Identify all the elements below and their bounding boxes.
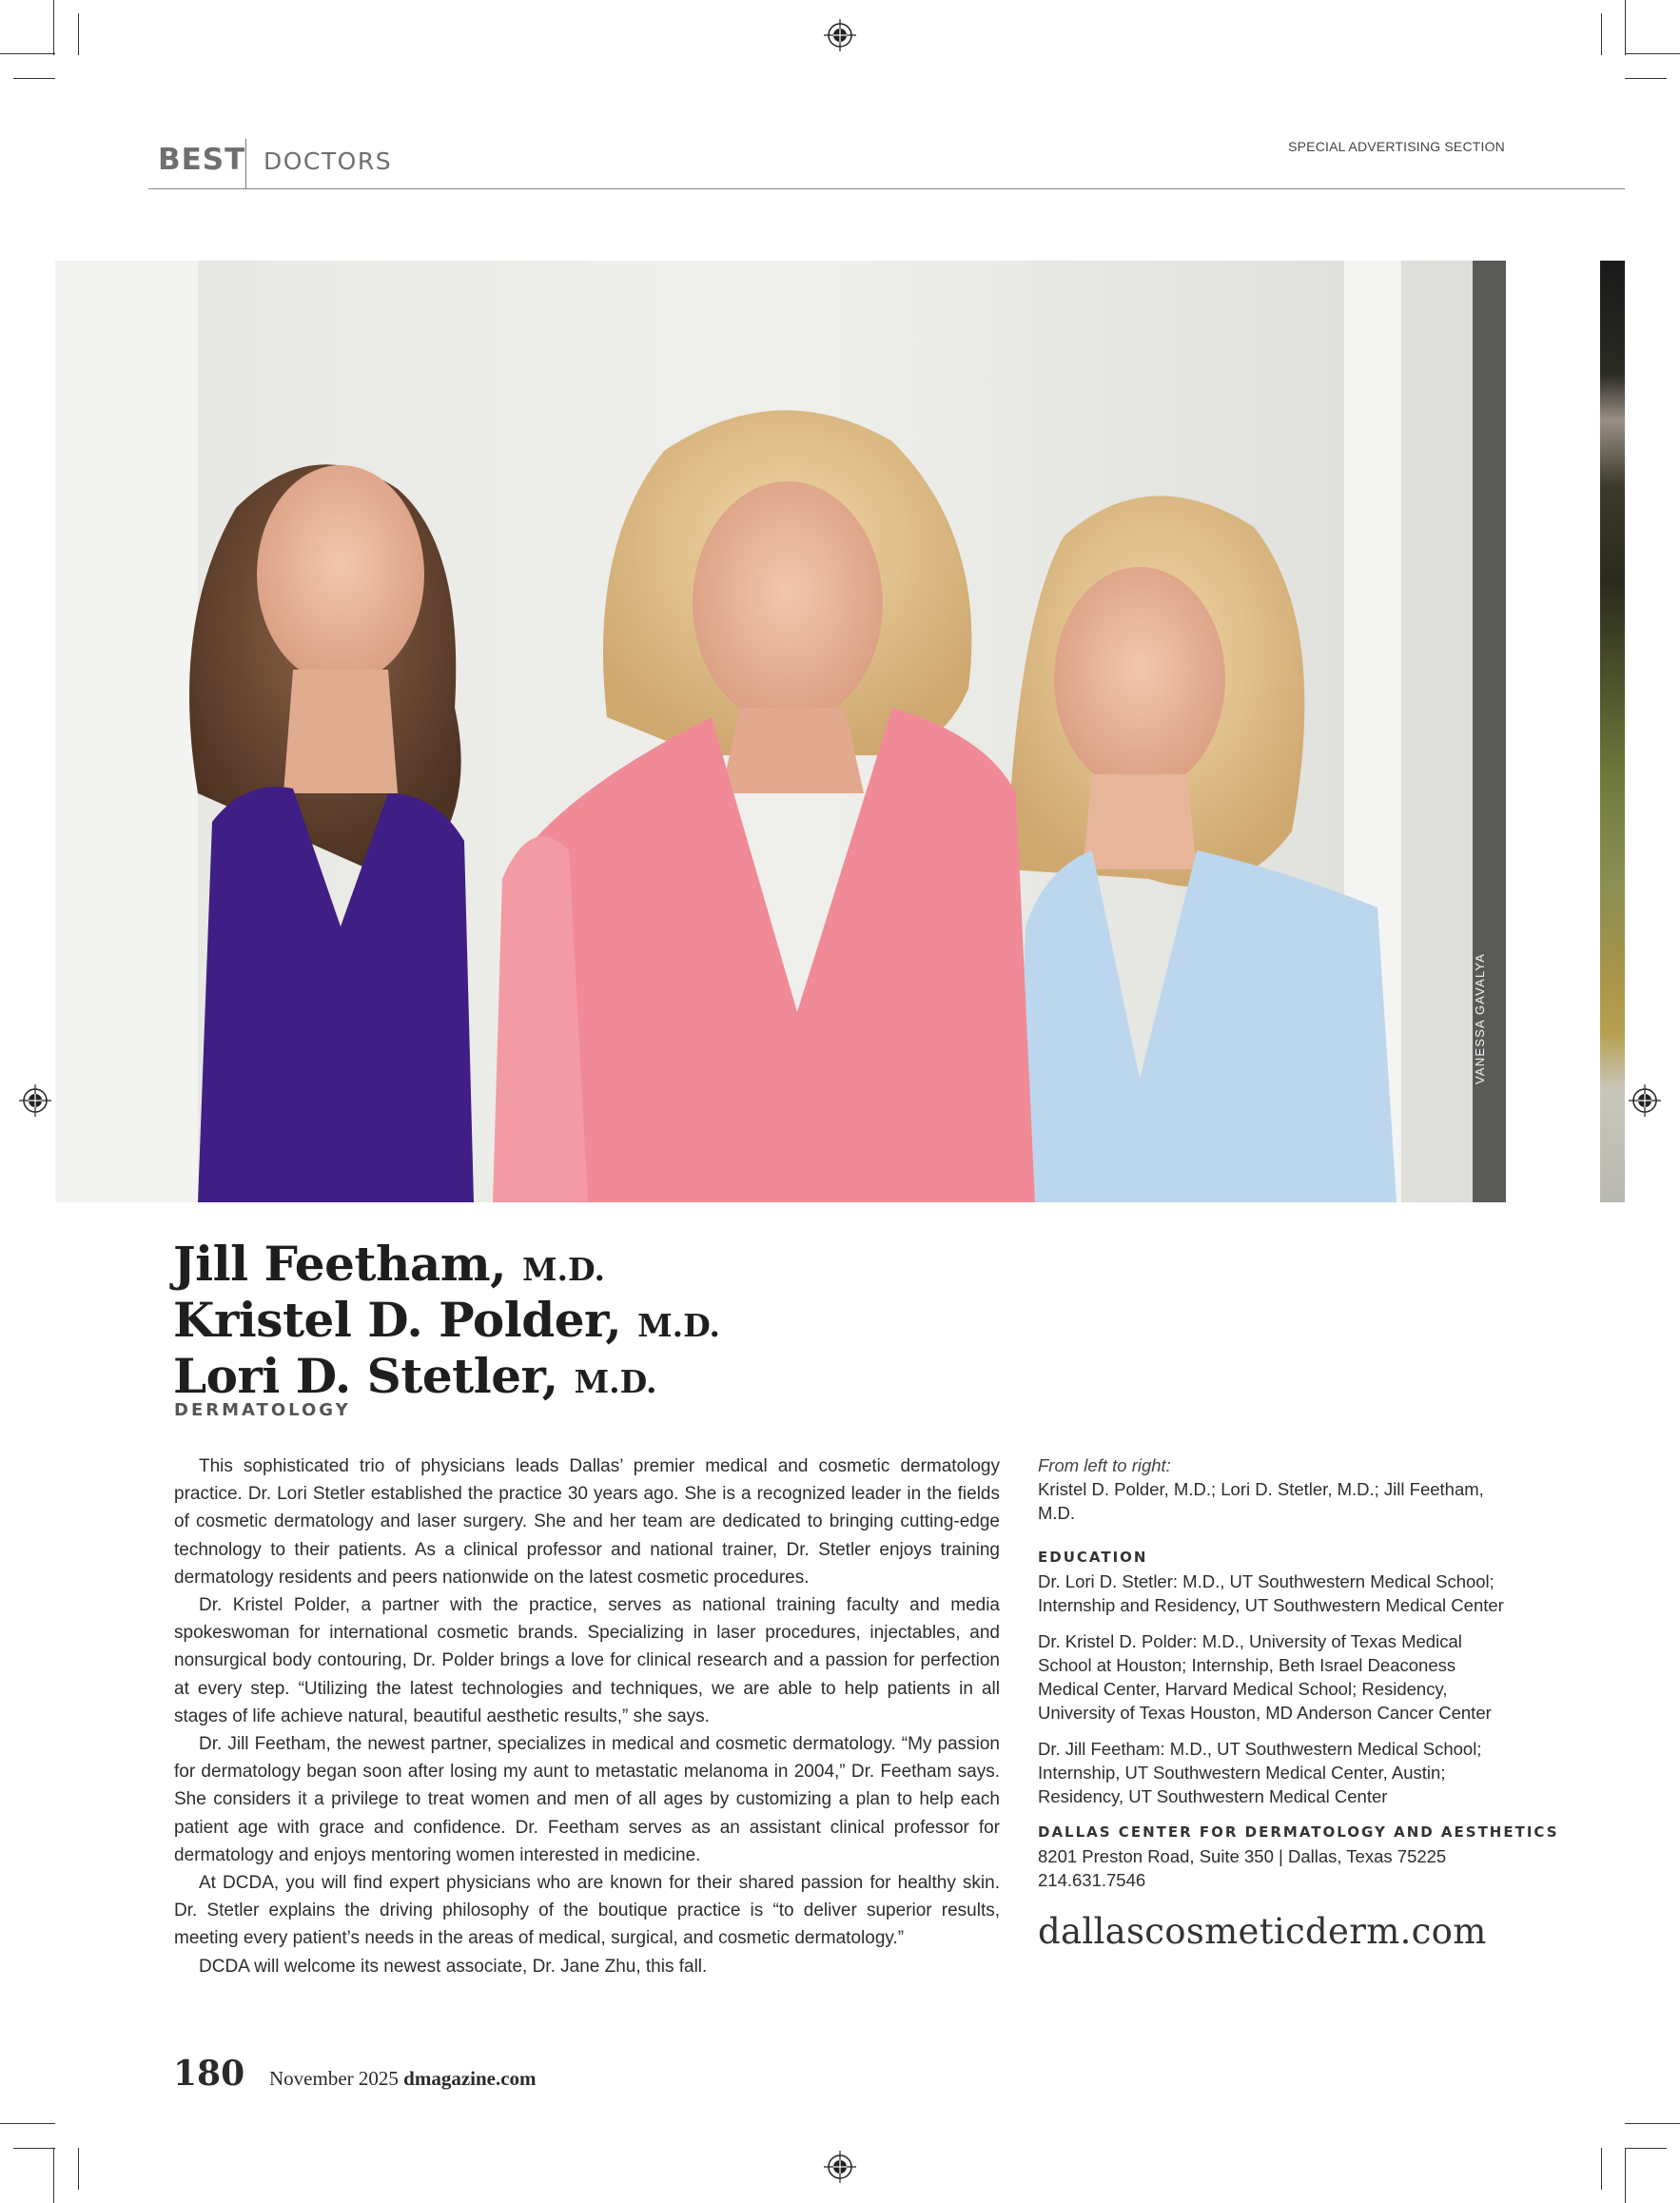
education-item: Dr. Jill Feetham: M.D., UT Southwestern Medical School; Internship, UT Southwestern Medical Center, Austin; Residency, UT Southwestern Medical Center: [1038, 1739, 1482, 1806]
page-number: 180: [173, 2054, 245, 2094]
photo-credit: VANESSA GAVALYA: [1473, 952, 1487, 1084]
crop-mark: [1625, 0, 1626, 55]
footer-issue: [269, 2067, 537, 2091]
section-label-best: BEST: [158, 143, 246, 177]
section-label-doctors: DOCTORS: [264, 147, 393, 175]
crop-mark: [1625, 78, 1667, 79]
doctor-names: [173, 1238, 720, 1407]
specialty-label: DERMATOLOGY: [174, 1400, 351, 1420]
crop-mark: [53, 2148, 54, 2203]
crop-mark: [13, 78, 55, 79]
education-heading: EDUCATION: [1038, 1549, 1148, 1566]
crop-mark: [1601, 2148, 1602, 2190]
body-paragraph: This sophisticated trio of physicians leads Dallas’ premier medical and cosmetic dermatology practice. Dr. Lori Stetler established the practice 30 years ago. She is a recognized leader in the fields of cosmetic dermatology and laser surgery. She and her team are dedicated to bringing cutting-edge technology to their patients. As a clinical professor and national trainer, Dr. Stetler enjoys training dermatology residents and peers nationwide on the latest cosmetic procedures.: [174, 1456, 1000, 1588]
practice-website-link[interactable]: dallascosmeticderm.com: [1038, 1911, 1487, 1952]
header-divider: [245, 139, 246, 188]
crop-mark: [1625, 53, 1680, 54]
registration-mark-icon: [824, 2151, 856, 2183]
doctor-name-line: Lori D. Stetler, M.D.: [173, 1348, 657, 1404]
group-photo: [55, 261, 1506, 1202]
practice-name: DALLAS CENTER FOR DERMATOLOGY AND AESTHETICS: [1038, 1823, 1559, 1841]
crop-mark: [13, 2148, 55, 2149]
body-paragraph: Dr. Jill Feetham, the newest partner, specializes in medical and cosmetic dermatology. “My passion for dermatology began soon after losing my aunt to metastatic melanoma in 2004,” Dr. Feetham says. She considers it a privilege to treat women and men of all ages by customizing a plan to help each patient age with grace and confidence. Dr. Feetham serves as an assistant clinical professor for dermatology and enjoys mentoring women interested in medicine.: [174, 1734, 1000, 1865]
body-paragraph: DCDA will welcome its newest associate, Dr. Jane Zhu, this fall.: [199, 1956, 708, 1977]
caption-lead: From left to right:: [1038, 1455, 1171, 1475]
crop-mark: [0, 2123, 55, 2124]
crop-mark: [1625, 2123, 1680, 2124]
education-item: Dr. Kristel D. Polder: M.D., University of Texas Medical School at Houston; Internship, Beth Israel Deaconess Medical Center, Harvard Medical School; Residency, University of Texas Houston, MD Anderson Cancer Center: [1038, 1631, 1492, 1723]
article-body: [174, 1452, 1000, 1980]
doctor-name-line: Kristel D. Polder, M.D.: [173, 1292, 721, 1348]
registration-mark-icon: [824, 19, 856, 51]
crop-mark: [1625, 2148, 1626, 2203]
practice-address: 8201 Preston Road, Suite 350 | Dallas, Texas 75225: [1038, 1846, 1447, 1866]
crop-mark: [1601, 13, 1602, 55]
doctor-name-line: Jill Feetham, M.D.: [173, 1236, 605, 1292]
adjacent-page-bleed: [1600, 261, 1625, 1202]
registration-mark-icon: [1629, 1084, 1661, 1117]
crop-mark: [78, 13, 79, 55]
issue-date: November 2025: [269, 2067, 399, 2090]
magazine-site-link[interactable]: dmagazine.com: [403, 2067, 537, 2090]
special-advertising-label: SPECIAL ADVERTISING SECTION: [1288, 139, 1505, 154]
practice-phone[interactable]: 214.631.7546: [1038, 1870, 1146, 1890]
sidebar: [1038, 1453, 1559, 1953]
crop-mark: [53, 0, 54, 55]
photo-caption: Kristel D. Polder, M.D.; Lori D. Stetler, M.D.; Jill Feetham, M.D.: [1038, 1479, 1484, 1523]
header-rule: [148, 188, 1625, 189]
body-paragraph: Dr. Kristel Polder, a partner with the practice, serves as national training faculty and media spokeswoman for international cosmetic brands. Specializing in laser procedures, injectables, and nonsurgical body contouring, Dr. Polder brings a love for clinical research and a passion for perfection at every step. “Utilizing the latest technologies and techniques, we are able to help patients in all stages of life achieve natural, beautiful aesthetic results,” she says.: [174, 1595, 1000, 1726]
crop-mark: [78, 2148, 79, 2190]
crop-mark: [1625, 2148, 1667, 2149]
registration-mark-icon: [19, 1084, 51, 1117]
body-paragraph: At DCDA, you will find expert physicians who are known for their shared passion for healthy skin. Dr. Stetler explains the driving philosophy of the boutique practice is “to deliver superior results, meeting every patient’s needs in the areas of medical, surgical, and cosmetic dermatology.”: [174, 1873, 1000, 1949]
crop-mark: [0, 53, 55, 54]
education-item: Dr. Lori D. Stetler: M.D., UT Southwestern Medical School; Internship and Residency, UT Southwestern Medical Center: [1038, 1571, 1504, 1615]
